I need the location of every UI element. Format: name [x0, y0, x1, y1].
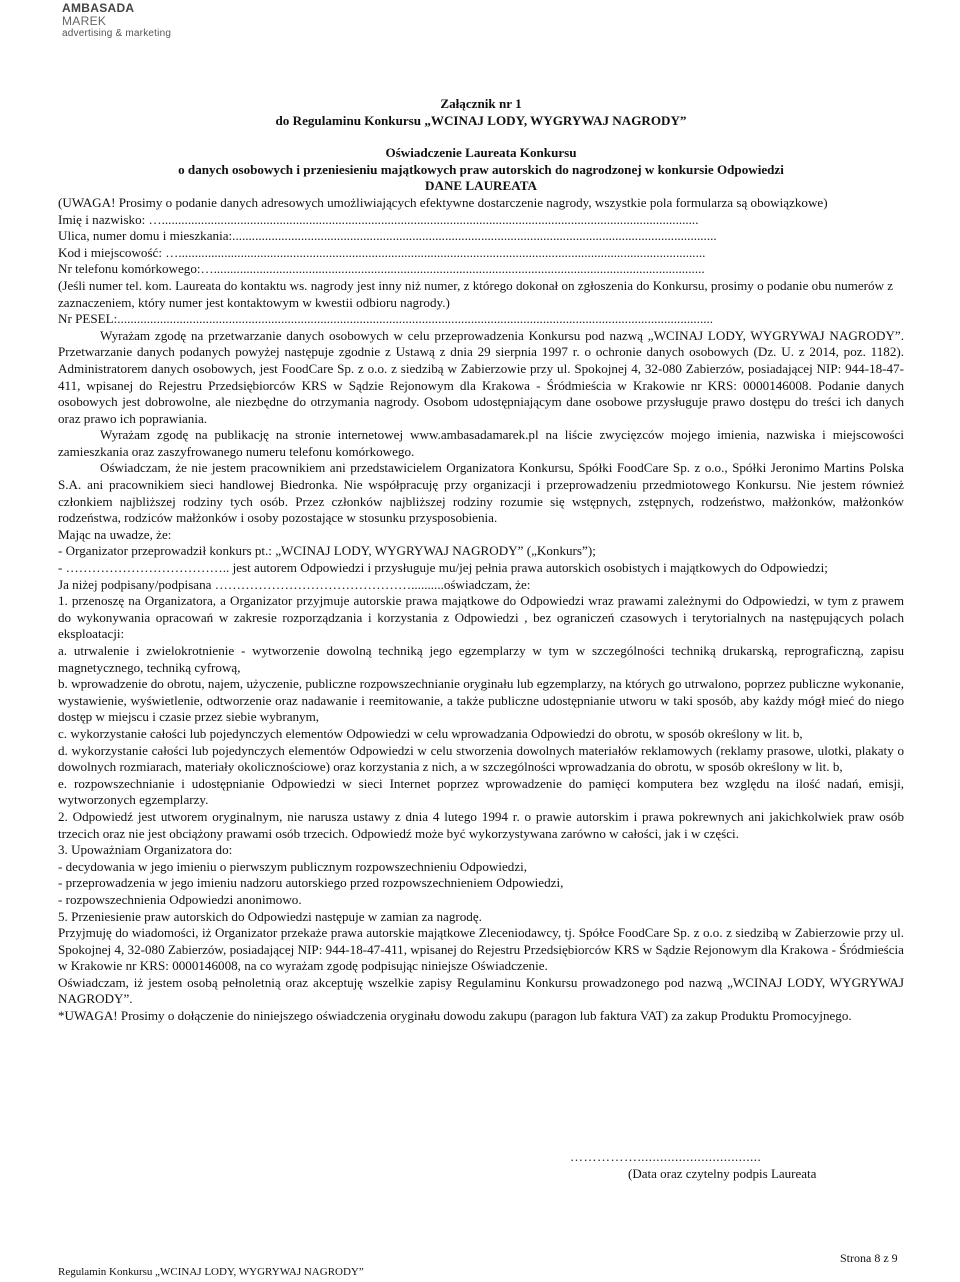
signature-line: …………….................................: [570, 1149, 762, 1164]
paragraph: b. wprowadzenie do obrotu, najem, użyczenie, publiczne rozpowszechnianie oryginału lub egzemplarzy, na których go utrwalono, poprzez publiczne wykonanie, wystawienie, wyświetlenie, odtworzenie oraz nadawanie i reemitowanie, a także publiczne udostępnianie utworu w taki sposób, aby każdy mógł mieć do niego dostęp w miejscu i czasie przez siebie wybranym,: [58, 676, 904, 725]
paragraph: - ……………………………….. jest autorem Odpowiedzi i przysługuje mu/jej pełnia prawa autorskich osobistych i majątkowych do Odpowiedzi;: [58, 560, 828, 576]
paragraph: (Jeśli numer tel. kom. Laureata do kontaktu ws. nagrody jest inny niż numer, z którego dokonał on zgłoszenia do Konkursu, prosimy o podanie obu numerów z zaznaczeniem, który numer jest kontaktowym w kwestii odbioru nagrody.): [58, 277, 894, 310]
paragraph: Mając na uwadze, że:: [58, 526, 172, 542]
paragraph: c. wykorzystanie całości lub pojedynczych elementów Odpowiedzi w celu wprowadzania Odpowiedzi do obrotu, w sposób określony w lit. b,: [58, 725, 803, 741]
paragraph: e. rozpowszechnianie i udostępnianie Odpowiedzi w sieci Internet poprzez wprowadzenie do pamięci komputera bez względu na ilość nadań, emisji, wytworzonych egzemplarzy.: [58, 775, 904, 808]
paragraph: - Organizator przeprowadził konkurs pt.: „WCINAJ LODY, WYGRYWAJ NAGRODY” („Konkurs”);: [58, 543, 596, 559]
paragraph: Oświadczam, że nie jestem pracownikiem ani przedstawicielem Organizatora Konkursu, Spółki FoodCare Sp. z o.o., Spółki Jeronimo Martins Polska S.A. ani pracownikiem sieci handlowej Biedronka. Nie współpracuję przy organizacji i przeprowadzeniu przedmiotowego Konkursu. Nie jestem również członkiem najbliższej rodziny tych osób. Przez członków najbliższej rodziny rozumie się wstępnych, zstępnych, rodzeństwo, małżonków, małżonków rodzeństwa, rodziców małżonków i osoby pozostające w stosunku przysposobienia.: [58, 460, 904, 526]
paragraph: Wyrażam zgodę na przetwarzanie danych osobowych w celu przeprowadzenia Konkursu pod nazwą „WCINAJ LODY, WYGRYWAJ NAGRODY”. Przetwarzanie danych podanych powyżej następuje zgodnie z Ustawą z dnia 29 sierpnia 1997 r. o ochronie danych osobowych (Dz. U. z 2014, poz. 1182). Administratorem danych osobowych, jest FoodCare Sp. z o.o. z siedzibą w Zabierzowie przy ul. Spokojnej 4, 32-080 Zabierzów, posiadającej NIP: 944-18-47-411, wpisanej do Rejestru Przedsiębiorców KRS w Sądzie Rejonowym dla Krakowa - Śródmieścia w Krakowie nr KRS: 0000146008. Podanie danych osobowych jest dobrowolne, ale niezbędne do otrzymania nagrody. Osobom udostępniającym dane osobowe przysługuje prawo dostępu do treści ich danych oraz prawo ich poprawiania.: [58, 327, 904, 426]
logo-brand: [62, 2, 172, 28]
paragraph: Przyjmuję do wiadomości, iż Organizator przekaże prawa autorskie majątkowe Zleceniodawcy, tj. Spółce FoodCare Sp. z o.o. z siedzibą w Zabierzowie przy ul. Spokojnej 4, 32-080 Zabierzów, posiadającej NIP: 944-18-47-411, wpisanej do Rejestru Przedsiębiorców KRS w Sądzie Rejonowym dla Krakowa - Śródmieścia w Krakowie nr KRS: 0000146008, na co wyrażam zgodę podpisując niniejsze Oświadczenie.: [58, 925, 904, 974]
company-logo: [62, 2, 172, 42]
page-number: Strona 8 z 9: [840, 1251, 898, 1265]
paragraph: Wyrażam zgodę na publikację na stronie internetowej www.ambasadamarek.pl na liście zwycięzców mojego imienia, nazwiska i miejscowości zamieszkania oraz zaszyfrowanego numeru telefonu komórkowego.: [58, 427, 904, 459]
statement-title: Oświadczenie Laureata Konkursu: [385, 145, 577, 161]
statement-paragraphs: [58, 195, 904, 1025]
logo-brand-light: MAREK: [62, 14, 107, 28]
section-heading: DANE LAUREATA: [425, 178, 537, 194]
paragraph: 3. Upoważniam Organizatora do:: [58, 842, 233, 858]
page-footer: Regulamin Konkursu „WCINAJ LODY, WYGRYWAJ NAGRODY”: [58, 1266, 364, 1278]
paragraph: 5. Przeniesienie praw autorskich do Odpowiedzi następuje w zamian za nagrodę.: [58, 908, 482, 924]
paragraph: - rozpowszechnienia Odpowiedzi anonimowo.: [58, 891, 302, 907]
paragraph: Imię i nazwisko: …....................................................................................................................................................................: [58, 211, 699, 227]
paragraph: Nr telefonu komórkowego:…......................................................................................................................................................: [58, 261, 705, 277]
paragraph: 1. przenoszę na Organizatora, a Organizator przyjmuje autorskie prawa majątkowe do Odpowiedzi wraz prawami zależnymi do Odpowiedzi, w tym z prawem do wykonywania opracowań w zakresie rozporządzania i korzystania z Odpowiedzi , bez ograniczeń czasowych i terytorialnych na następujących polach eksploatacji:: [58, 593, 904, 642]
paragraph: Ja niżej podpisany/podpisana ………………………………………..........oświadczam, że:: [58, 576, 531, 592]
paragraph: 2. Odpowiedź jest utworem oryginalnym, nie narusza ustawy z dnia 4 lutego 1994 r. o prawie autorskim i prawa pokrewnych ani jakichkolwiek praw osób trzecich oraz nie jest obciążony prawami osób trzecich. Odpowiedź może być wykorzystywana zarówno w całości, jak i w części.: [58, 808, 904, 841]
logo-brand-bold: AMBASADA: [62, 1, 134, 15]
signature-label: (Data oraz czytelny podpis Laureata: [628, 1166, 817, 1181]
paragraph: (UWAGA! Prosimy o podanie danych adresowych umożliwiających efektywne dostarczenie nagrody, wszystkie pola formularza są obowiązkowe): [58, 194, 828, 210]
statement-subtitle: o danych osobowych i przeniesieniu majątkowych praw autorskich do nagrodzonej w konkursie Odpowiedzi: [178, 161, 784, 177]
paragraph: d. wykorzystanie całości lub pojedynczych elementów Odpowiedzi w celu stworzenia dowolnych materiałów reklamowych (reklamy prasowe, ulotki, plakaty o dowolnych rozmiarach, materiały okolicznościowe) oraz korzystania z nich, a w szczególności wprowadzania do obrotu, w sposób określony w lit. b,: [58, 742, 904, 775]
paragraph: Kod i miejscowość: ….................................................................................................................................................................: [58, 244, 706, 260]
paragraph: a. utrwalenie i zwielokrotnienie - wytworzenie dowolną techniką jego egzemplarzy w tym w szczególności techniką drukarską, reprograficzną, zapisu magnetycznego, techniką cyfrową,: [58, 643, 904, 675]
logo-tagline: advertising & marketing: [62, 28, 172, 39]
paragraph: - przeprowadzenia w jego imieniu nadzoru autorskiego przed rozpowszechnieniem Odpowiedzi,: [58, 875, 564, 891]
paragraph: Nr PESEL:......................................................................................................................................................................................: [58, 311, 714, 327]
paragraph: Oświadczam, iż jestem osobą pełnoletnią oraz akceptuję wszelkie zapisy Regulaminu Konkursu prowadzonego pod nazwą „WCINAJ LODY, WYGRYWAJ NAGRODY”.: [58, 974, 904, 1007]
attachment-title: Załącznik nr 1: [440, 96, 522, 111]
paragraph: *UWAGA! Prosimy o dołączenie do niniejszego oświadczenia oryginału dowodu zakupu (paragon lub faktura VAT) za zakup Produktu Promocyjnego.: [58, 1008, 852, 1024]
paragraph: - decydowania w jego imieniu o pierwszym publicznym rozpowszechnieniu Odpowiedzi,: [58, 858, 528, 874]
paragraph: Ulica, numer domu i mieszkania:....................................................................................................................................................: [58, 228, 717, 244]
document-body: [58, 96, 904, 1025]
signature-block: [570, 1148, 910, 1182]
attachment-subtitle: do Regulaminu Konkursu „WCINAJ LODY, WYGRYWAJ NAGRODY”: [275, 112, 687, 128]
